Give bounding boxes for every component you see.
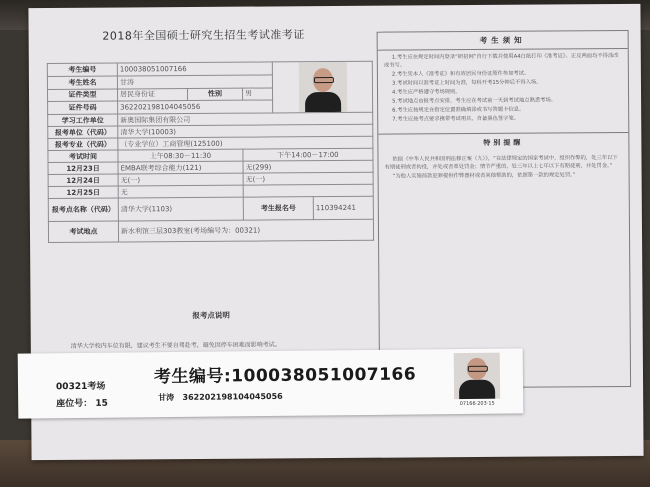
candidate-instructions-panel xyxy=(377,30,631,389)
value-name: 甘涛 xyxy=(117,75,272,89)
value-pm-time: 下午14:00－17:00 xyxy=(243,148,373,161)
reminder-item: 依据《中华人民共和国刑法修正案（九）》，“在法律规定的国家考试中，组织作弊的，处三年以下有期徒刑或者拘役，并处或者单处罚金；情节严重的，处三年以上七年以下有期徒刑，并处罚金。” xyxy=(384,155,618,171)
label-apply-unit: 报考单位（代码） xyxy=(48,126,118,138)
sticker-id-no: 362202198104045056 xyxy=(182,391,283,402)
label-id-no: 证件号码 xyxy=(48,101,118,114)
value-id-type: 居民身份证 xyxy=(117,88,187,101)
candidate-photo xyxy=(298,62,346,112)
sticker-name-id xyxy=(158,391,283,403)
label-reg-no: 考生报名号 xyxy=(243,197,313,220)
sticker-name: 甘涛 xyxy=(158,393,175,403)
special-reminder-title: 特别提醒 xyxy=(378,132,628,149)
instruction-item: 2.考生凭本人《准考证》和有效居民身份证原件参加考试。 xyxy=(391,70,530,78)
value-am-time: 上午08:30－11:30 xyxy=(118,149,243,162)
sticker-exam-number-label: 考生编号: xyxy=(153,366,232,388)
label-day-1: 12月23日 xyxy=(48,162,118,174)
value-day-1-am: EMBA联考综合能力(121) xyxy=(118,161,243,174)
value-apply-unit: 清华大学(10003) xyxy=(118,124,373,138)
seat-sticker xyxy=(18,348,524,418)
label-site-name: 报考点名称（代码） xyxy=(48,198,118,221)
sticker-seat-label: 座位号： xyxy=(56,398,93,410)
label-employer: 学习工作单位 xyxy=(48,114,118,126)
value-day-1-pm: 无(299) xyxy=(243,160,373,173)
label-location: 考试地点 xyxy=(48,221,118,242)
value-reg-no: 110394241 xyxy=(313,196,373,219)
value-apply-major: （专业学位）工商管理(125100) xyxy=(118,136,373,150)
label-gender: 性别 xyxy=(187,88,242,101)
admission-info-table xyxy=(47,61,374,243)
document-title: 2018年全国硕士研究生招生考试准考证 xyxy=(102,28,305,43)
instructions-title: 考生须知 xyxy=(378,31,628,51)
value-location: 新水利馆三层303教室(考场编号为：00321) xyxy=(118,219,373,242)
parking-note: 清华大学校内车位有限，建议考生不要自驾赴考，避免因停车困难而影响考试。 xyxy=(70,341,281,350)
value-id-no: 362202198104045056 xyxy=(118,100,273,114)
value-employer: 新奥国际集团有限公司 xyxy=(118,112,373,126)
value-gender: 男 xyxy=(242,87,272,100)
instruction-item: 3.考试时间以准考证上时间为准，每科开考15分钟后不得入场。 xyxy=(391,79,542,87)
sticker-seat-value: 15 xyxy=(95,398,108,409)
label-id-type: 证件类型 xyxy=(47,89,117,102)
label-apply-major: 报考专业（代码） xyxy=(48,138,118,150)
sticker-exam-hall: 00321考场 xyxy=(55,381,106,393)
value-day-2-am: 无(一) xyxy=(118,173,243,186)
label-exam-time: 考试时间 xyxy=(48,150,118,162)
label-exam-no: 考生编号 xyxy=(47,63,117,76)
value-day-2-pm: 无(一) xyxy=(243,172,373,185)
label-day-2: 12月24日 xyxy=(48,174,118,186)
special-reminder-body xyxy=(378,151,628,185)
value-exam-no: 100038051007166 xyxy=(117,62,272,76)
instruction-item: 4.考生应严格遵守考场规则。 xyxy=(392,89,461,96)
instruction-item: 6.考生应按规定在指定位置准确填涂或书写答题卡信息。 xyxy=(392,106,525,114)
sticker-exam-number xyxy=(154,359,416,387)
sticker-photo xyxy=(454,353,500,399)
instructions-body xyxy=(378,49,629,128)
label-day-3: 12月25日 xyxy=(48,186,118,198)
sticker-exam-number-value: 100038051007166 xyxy=(231,364,417,387)
instruction-item: 5.考试地点由报考点安排，考生应在考试前一天到考试地点熟悉考场。 xyxy=(392,97,557,105)
notes-heading: 报考点说明 xyxy=(192,310,230,321)
photo-cell xyxy=(272,61,372,113)
reminder-item: “为他人实施前款犯罪提供作弊器材或者其他帮助的，依照第一款的规定处罚。” xyxy=(392,172,576,180)
label-name: 考生姓名 xyxy=(47,76,117,89)
sticker-seat xyxy=(56,396,108,410)
value-day-3-am: 无 xyxy=(118,185,243,198)
sticker-photo-code: 07166·203·15 xyxy=(459,400,495,408)
instruction-item: 1.考生应在规定时间内登录“研招网”自行下载并使用A4白纸打印《准考证》。正反两面均不得涂改或书写。 xyxy=(383,53,619,69)
instruction-item: 7.考生应按考点要求携带考试用具，自备黑色签字笔。 xyxy=(392,115,520,123)
value-site-name: 清华大学(1103) xyxy=(118,197,243,221)
